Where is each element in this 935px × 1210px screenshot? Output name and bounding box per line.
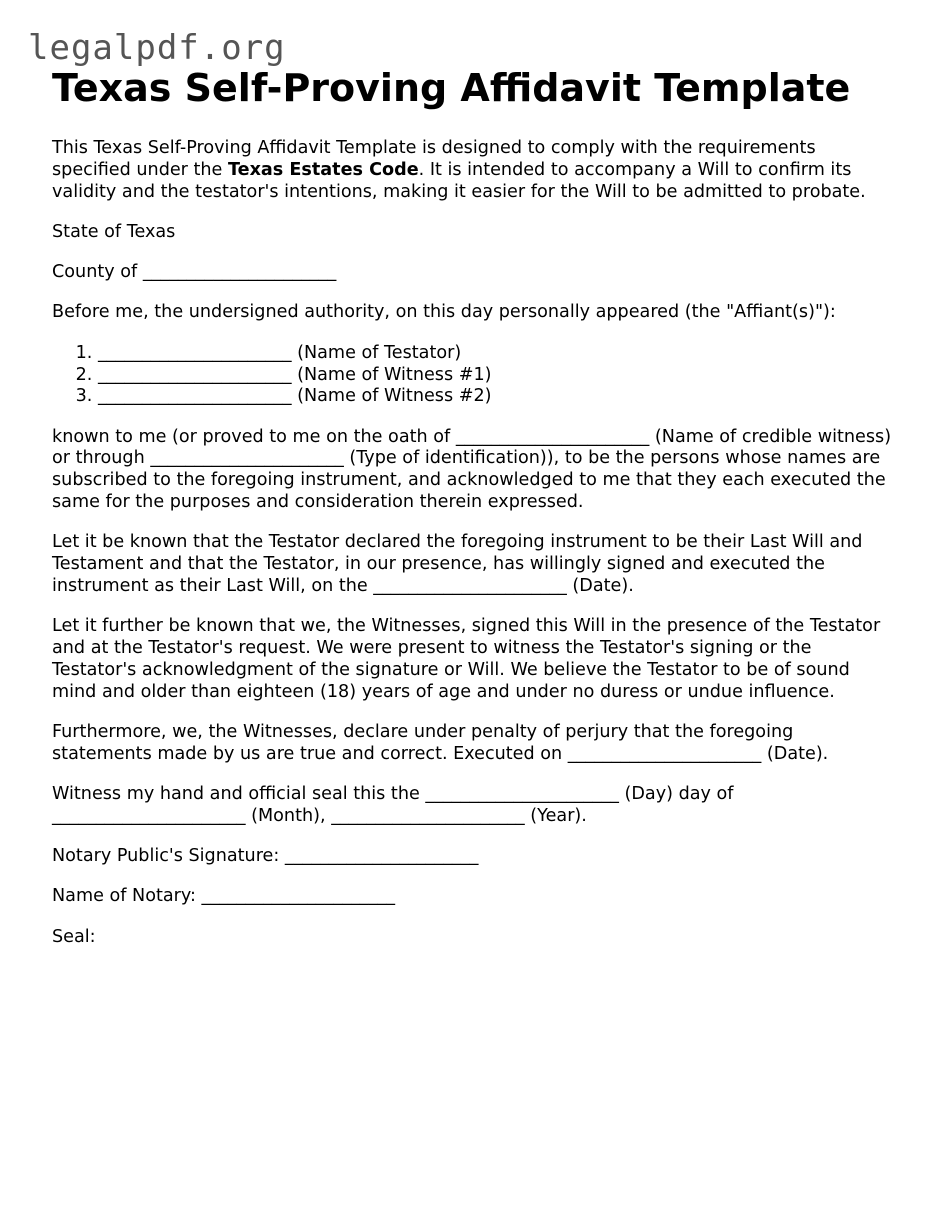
county-blank[interactable]: ______________________ (142, 262, 337, 283)
credible-witness-blank[interactable]: ______________________ (455, 426, 650, 447)
intro-text-end: . It is intended to accompany a Will to confirm its validity and the testator's intentions, making it easier for the Will to be admitted to probate. (52, 159, 866, 202)
affiant-label: (Name of Witness #1) (291, 364, 492, 385)
affiant-label: (Name of Testator) (291, 342, 462, 363)
notary-signature-line (52, 846, 892, 868)
perjury-text: Furthermore, we, the Witnesses, declare under penalty of perjury that the foregoing statements made by us are true and correct. Executed on (52, 721, 794, 764)
affiant-list (52, 343, 892, 408)
perjury-paragraph (52, 722, 892, 766)
will-date-blank[interactable]: ______________________ (373, 575, 567, 596)
page-title: Texas Self-Proving Affidavit Template (52, 66, 851, 110)
seal-paragraph (52, 784, 892, 828)
county-line (52, 262, 892, 284)
declared-text: Let it be known that the Testator declared the foregoing instrument to be their Last Will and Testament and that the Testator, in our presence, has willingly signed and executed the instrument as their Last Will, on the (52, 532, 863, 596)
witness2-name-blank[interactable]: ______________________ (98, 386, 292, 407)
seal-label: Seal: (52, 926, 96, 947)
seal-text: (Month), (245, 805, 332, 826)
month-blank[interactable]: ______________________ (52, 805, 246, 826)
intro-bold-text: Texas Estates Code (227, 159, 419, 180)
identification-type-blank[interactable]: ______________________ (150, 448, 344, 469)
seal-text: (Day) day of (618, 784, 734, 805)
list-item (98, 365, 892, 387)
county-label: County of (52, 262, 143, 283)
known-paragraph (52, 427, 892, 514)
list-item (98, 386, 892, 408)
declared-text: (Date). (566, 575, 634, 596)
notary-name-line (52, 886, 892, 908)
executed-date-blank[interactable]: ______________________ (567, 743, 762, 764)
year-blank[interactable]: ______________________ (331, 805, 525, 826)
known-text: (Name of credible witness) or through (52, 426, 892, 469)
intro-text: This Texas Self-Proving Affidavit Template is designed to comply with the requirements specified under the (52, 138, 816, 180)
notary-name-label: Name of Notary: (52, 886, 202, 907)
day-blank[interactable]: ______________________ (425, 784, 619, 805)
testator-name-blank[interactable]: ______________________ (98, 342, 292, 363)
state-line: State of Texas (52, 221, 176, 242)
notary-signature-label: Notary Public's Signature: (52, 846, 285, 867)
known-text: (Type of identification)), to be the persons whose names are subscribed to the foregoing instrument, and acknowledged to me that they each executed the same for the purposes and consideration therein expressed. (52, 448, 886, 513)
intro-paragraph (52, 138, 892, 203)
seal-text: (Year). (524, 805, 587, 826)
document-body (52, 64, 892, 967)
testator-declared-paragraph (52, 532, 892, 597)
notary-name-blank[interactable]: ______________________ (201, 886, 396, 907)
perjury-text: (Date). (761, 743, 829, 764)
witness1-name-blank[interactable]: ______________________ (98, 364, 292, 385)
list-item (98, 343, 892, 365)
watermark: legalpdf.org (28, 28, 286, 68)
before-me-paragraph: Before me, the undersigned authority, on this day personally appeared (the "Affiant(s)"): (52, 302, 836, 323)
witnesses-signed-paragraph: Let it further be known that we, the Witnesses, signed this Will in the presence of the Testator and at the Testator's request. We were present to witness the Testator's signing or the Testator's acknowledgment of the signature or Will. We believe the Testator to be of sound mind and older than eighteen (18) years of age and under no duress or undue influence. (52, 616, 881, 702)
affiant-label: (Name of Witness #2) (291, 386, 492, 407)
seal-text: Witness my hand and official seal this the (52, 784, 426, 805)
known-text: known to me (or proved to me on the oath of (52, 426, 456, 447)
notary-signature-blank[interactable]: ______________________ (284, 846, 479, 867)
